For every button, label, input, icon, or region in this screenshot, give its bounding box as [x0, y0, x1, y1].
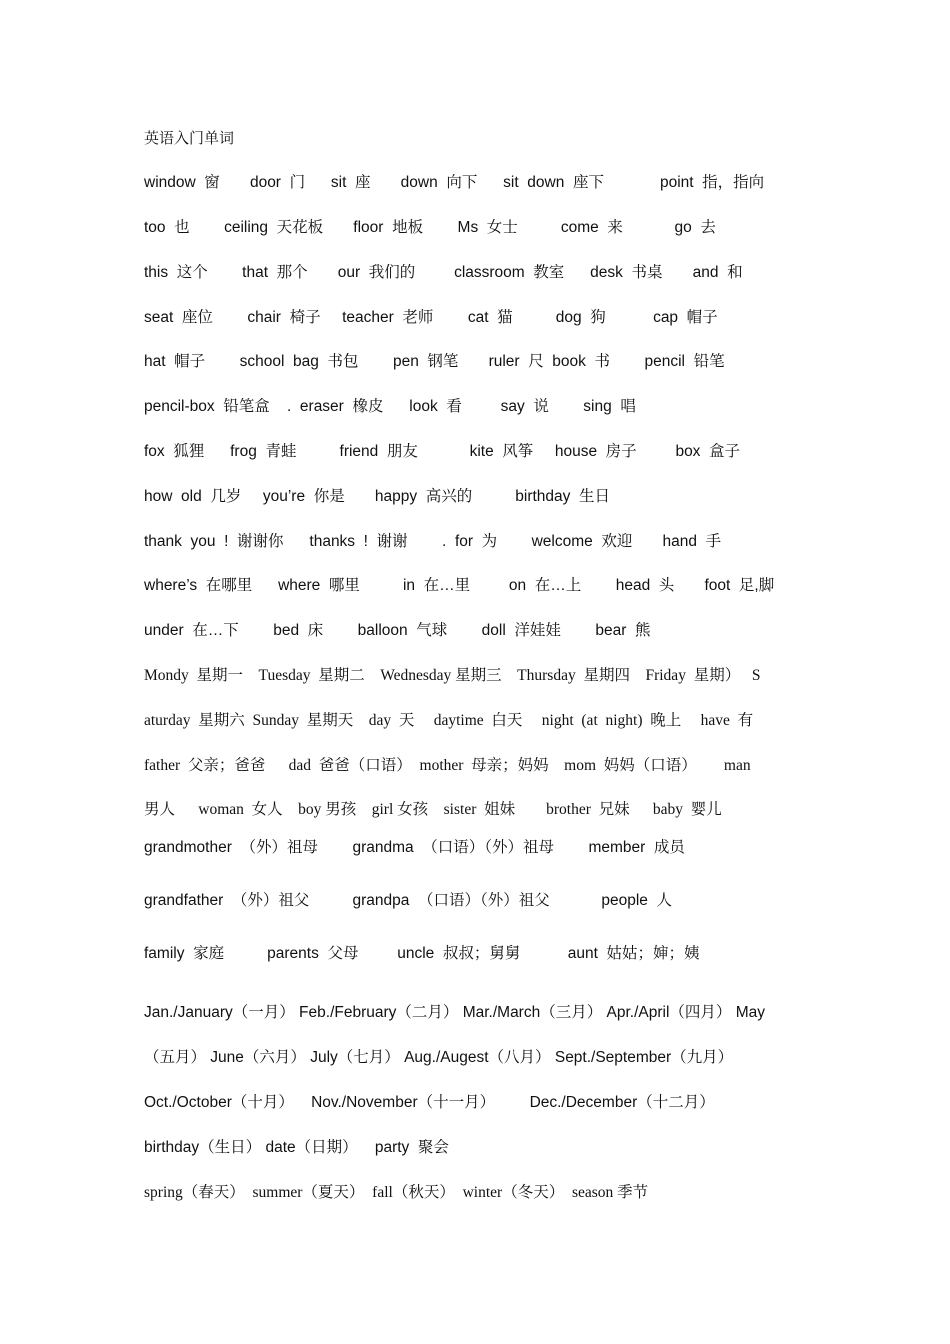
document-title: 英语入门单词 — [144, 129, 235, 147]
vocab-line: birthday（生日） date（日期） party 聚会 — [144, 1139, 449, 1156]
vocab-line: Oct./October（十月） Nov./November（十一月） Dec./December（十二月） — [144, 1094, 715, 1111]
vocab-line: （五月） June（六月） July（七月） Aug./Augest（八月） Sept./September（九月） — [144, 1049, 734, 1066]
vocab-line: aturday 星期六 Sunday 星期天 day 天 daytime 白天 night (at night) 晚上 have 有 — [144, 712, 754, 729]
vocab-line: fox 狐狸 frog 青蛙 friend 朋友 kite 风筝 house 房子 box 盒子 — [144, 443, 741, 460]
vocab-line: window 窗 door 门 sit 座 down 向下 sit down 座下 point 指，指向 — [144, 174, 765, 191]
vocab-line: spring（春天） summer（夏天） fall（秋天） winter（冬天） season 季节 — [144, 1184, 649, 1201]
vocab-line: this 这个 that 那个 our 我们的 classroom 教室 desk 书桌 and 和 — [144, 264, 743, 281]
vocab-line: hat 帽子 school bag 书包 pen 钢笔 ruler 尺 book 书 pencil 铅笔 — [144, 353, 725, 370]
vocab-line: grandfather （外）祖父 grandpa （口语）（外）祖父 people 人 — [144, 892, 673, 909]
vocab-line: Mondy 星期一 Tuesday 星期二 Wednesday 星期三 Thursday 星期四 Friday 星期） S — [144, 667, 761, 684]
vocab-line: grandmother （外）祖母 grandma （口语）（外）祖母 member 成员 — [144, 839, 685, 856]
vocab-line: 男人 woman 女人 boy 男孩 girl 女孩 sister 姐妹 brother 兄妹 baby 婴儿 — [144, 801, 722, 818]
vocab-line: too 也 ceiling 天花板 floor 地板 Ms 女士 come 来 go 去 — [144, 219, 716, 236]
vocab-line: under 在…下 bed 床 balloon 气球 doll 洋娃娃 bear 熊 — [144, 622, 651, 639]
vocab-line: father 父亲；爸爸 dad 爸爸（口语） mother 母亲；妈妈 mom 妈妈（口语） man — [144, 757, 751, 774]
vocab-line: thank you ! 谢谢你 thanks ! 谢谢 . for 为 welcome 欢迎 hand 手 — [144, 533, 722, 550]
vocab-line: family 家庭 parents 父母 uncle 叔叔；舅舅 aunt 姑姑；婶；姨 — [144, 945, 700, 962]
vocab-line: seat 座位 chair 椅子 teacher 老师 cat 猫 dog 狗 cap 帽子 — [144, 309, 718, 326]
vocab-line: where’s 在哪里 where 哪里 in 在…里 on 在…上 head 头 foot 足,脚 — [144, 577, 775, 594]
vocab-line: how old 几岁 you’re 你是 happy 高兴的 birthday 生日 — [144, 488, 611, 505]
vocab-line: Jan./January（一月） Feb./February（二月） Mar./March（三月） Apr./April（四月） May — [144, 1004, 766, 1021]
vocab-line: pencil-box 铅笔盒 . eraser 橡皮 look 看 say 说 sing 唱 — [144, 398, 636, 415]
